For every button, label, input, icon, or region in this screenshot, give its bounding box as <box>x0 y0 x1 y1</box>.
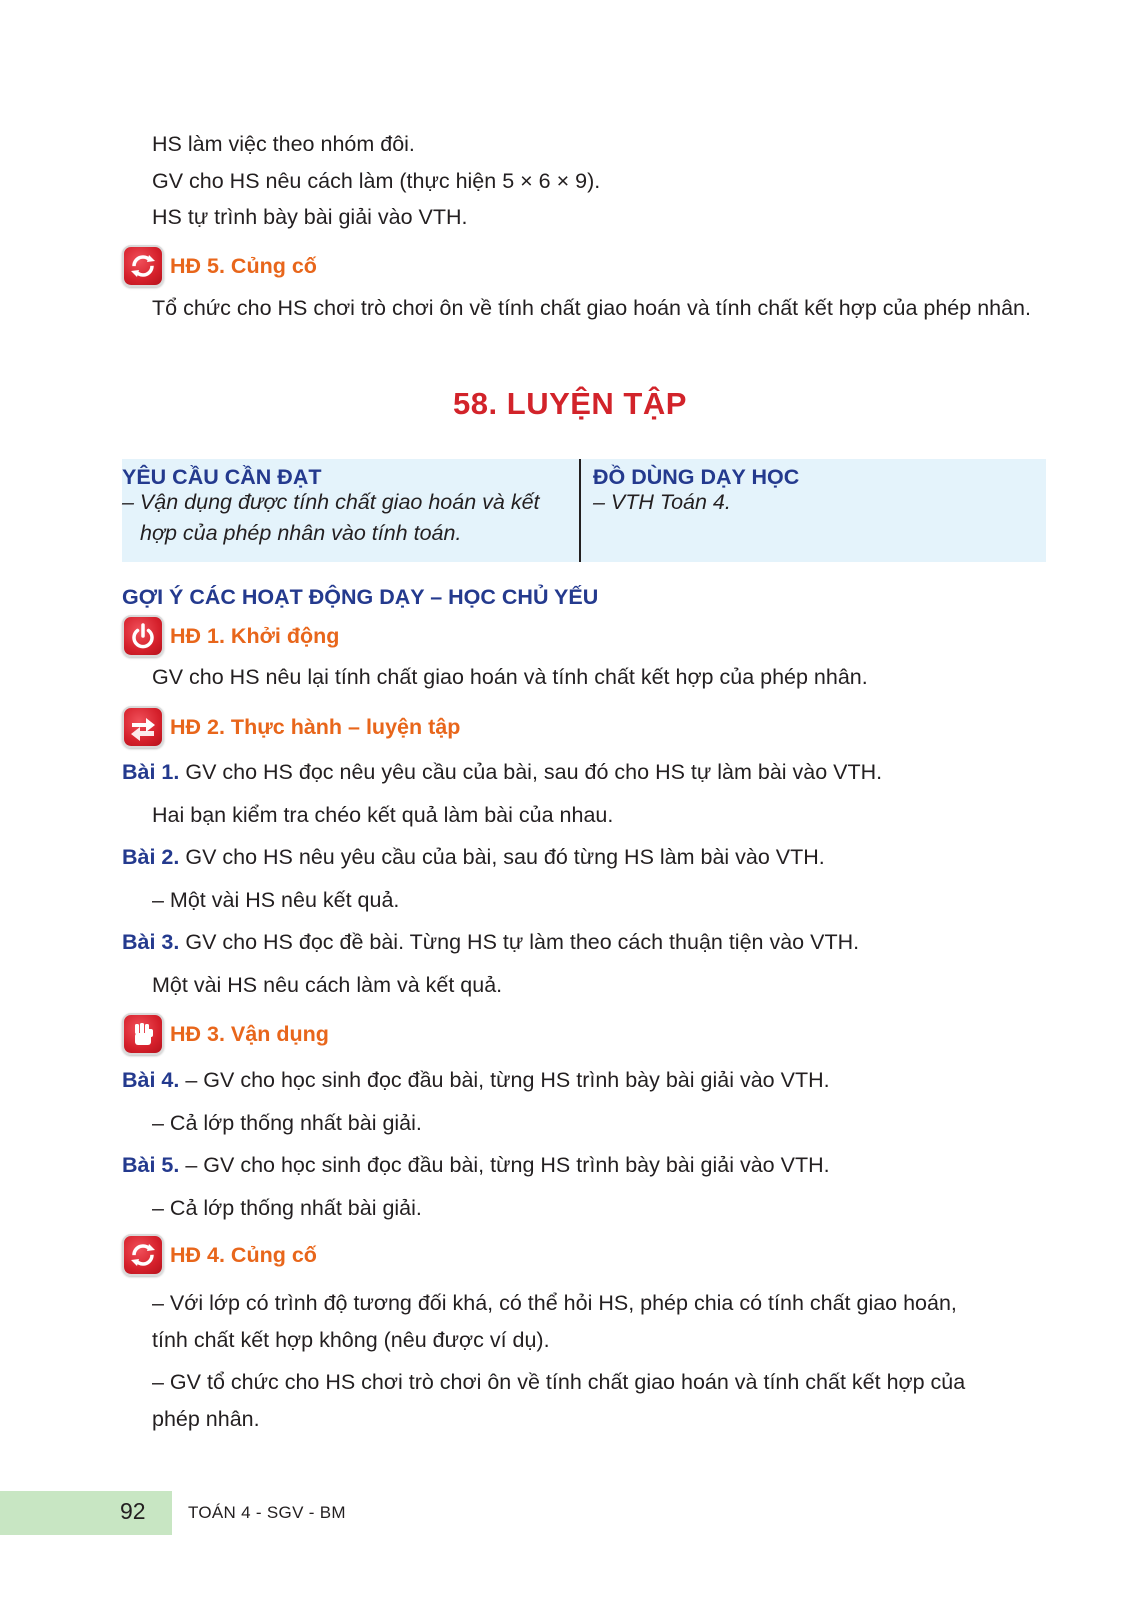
text-line: – Với lớp có trình độ tương đối khá, có thể hỏi HS, phép chia có tính chất giao hoán, <box>152 1291 957 1315</box>
exercise-line <box>122 843 825 871</box>
exercise-text: – GV cho học sinh đọc đầu bài, từng HS trình bày bài giải vào VTH. <box>179 1068 830 1092</box>
text-line: – Một vài HS nêu kết quả. <box>152 888 400 912</box>
text-line: phép nhân. <box>152 1407 260 1431</box>
exercise-label: Bài 4. <box>122 1068 180 1092</box>
text-line: GV cho HS nêu cách làm (thực hiện 5 × 6 × 9). <box>152 169 601 193</box>
text-line: HS làm việc theo nhóm đôi. <box>152 132 415 156</box>
text-line: Hai bạn kiểm tra chéo kết quả làm bài của nhau. <box>152 803 614 827</box>
activity-hd1-header <box>122 614 339 658</box>
text-line: Một vài HS nêu cách làm và kết quả. <box>152 973 503 997</box>
footer-book-title: TOÁN 4 - SGV - BM <box>188 1503 346 1522</box>
activity-title: HĐ 2. Thực hành – luyện tập <box>170 714 461 739</box>
exercise-text: GV cho HS đọc nêu yêu cầu của bài, sau đó cho HS tự làm bài vào VTH. <box>179 760 883 784</box>
section-heading: GỢI Ý CÁC HOẠT ĐỘNG DẠY – HỌC CHỦ YẾU <box>122 585 599 609</box>
exercise-line <box>122 1066 830 1094</box>
activity-title: HĐ 4. Củng cố <box>170 1242 317 1267</box>
text-line: tính chất kết hợp không (nêu được ví dụ). <box>152 1328 550 1352</box>
activity-title: HĐ 3. Vận dụng <box>170 1021 329 1046</box>
lesson-title: 58. LUYỆN TẬP <box>453 386 687 421</box>
activity-hd5-header <box>122 244 317 288</box>
exercise-text: GV cho HS đọc đề bài. Từng HS tự làm theo cách thuận tiện vào VTH. <box>179 930 860 954</box>
exercise-label: Bài 2. <box>122 845 180 869</box>
activity-hd4-header <box>122 1233 317 1277</box>
refresh-icon <box>122 1234 164 1276</box>
refresh-icon <box>122 245 164 287</box>
exercise-text: GV cho HS nêu yêu cầu của bài, sau đó từng HS làm bài vào VTH. <box>179 845 825 869</box>
fist-icon <box>122 1013 164 1055</box>
footer-band <box>0 1491 172 1535</box>
text-line: – Cả lớp thống nhất bài giải. <box>152 1111 422 1135</box>
power-icon <box>122 615 164 657</box>
exercise-line <box>122 758 882 786</box>
text-line: GV cho HS nêu lại tính chất giao hoán và tính chất kết hợp của phép nhân. <box>152 665 868 689</box>
exercise-label: Bài 3. <box>122 930 180 954</box>
activity-hd2-header <box>122 705 460 749</box>
text-line: Tổ chức cho HS chơi trò chơi ôn về tính chất giao hoán và tính chất kết hợp của phép nhân. <box>152 296 1031 320</box>
text-line: – GV tổ chức cho HS chơi trò chơi ôn về tính chất giao hoán và tính chất kết hợp của <box>152 1370 966 1394</box>
exercise-label: Bài 5. <box>122 1153 180 1177</box>
material-item: – VTH Toán 4. <box>593 490 731 514</box>
exchange-arrows-icon <box>122 706 164 748</box>
requirement-item: hợp của phép nhân vào tính toán. <box>140 521 462 545</box>
exercise-text: – GV cho học sinh đọc đầu bài, từng HS trình bày bài giải vào VTH. <box>179 1153 830 1177</box>
page-number: 92 <box>120 1498 146 1524</box>
requirements-heading: YÊU CẦU CẦN ĐẠT <box>122 465 322 489</box>
materials-heading: ĐỒ DÙNG DẠY HỌC <box>593 465 800 489</box>
exercise-line <box>122 1151 830 1179</box>
activity-hd3-header <box>122 1012 329 1056</box>
text-line: HS tự trình bày bài giải vào VTH. <box>152 205 468 229</box>
exercise-line <box>122 928 859 956</box>
text-line: – Cả lớp thống nhất bài giải. <box>152 1196 422 1220</box>
activity-title: HĐ 5. Củng cố <box>170 253 317 278</box>
activity-title: HĐ 1. Khởi động <box>170 623 340 648</box>
divider <box>579 459 581 562</box>
requirement-item: – Vận dụng được tính chất giao hoán và kết <box>122 490 540 514</box>
exercise-label: Bài 1. <box>122 760 180 784</box>
